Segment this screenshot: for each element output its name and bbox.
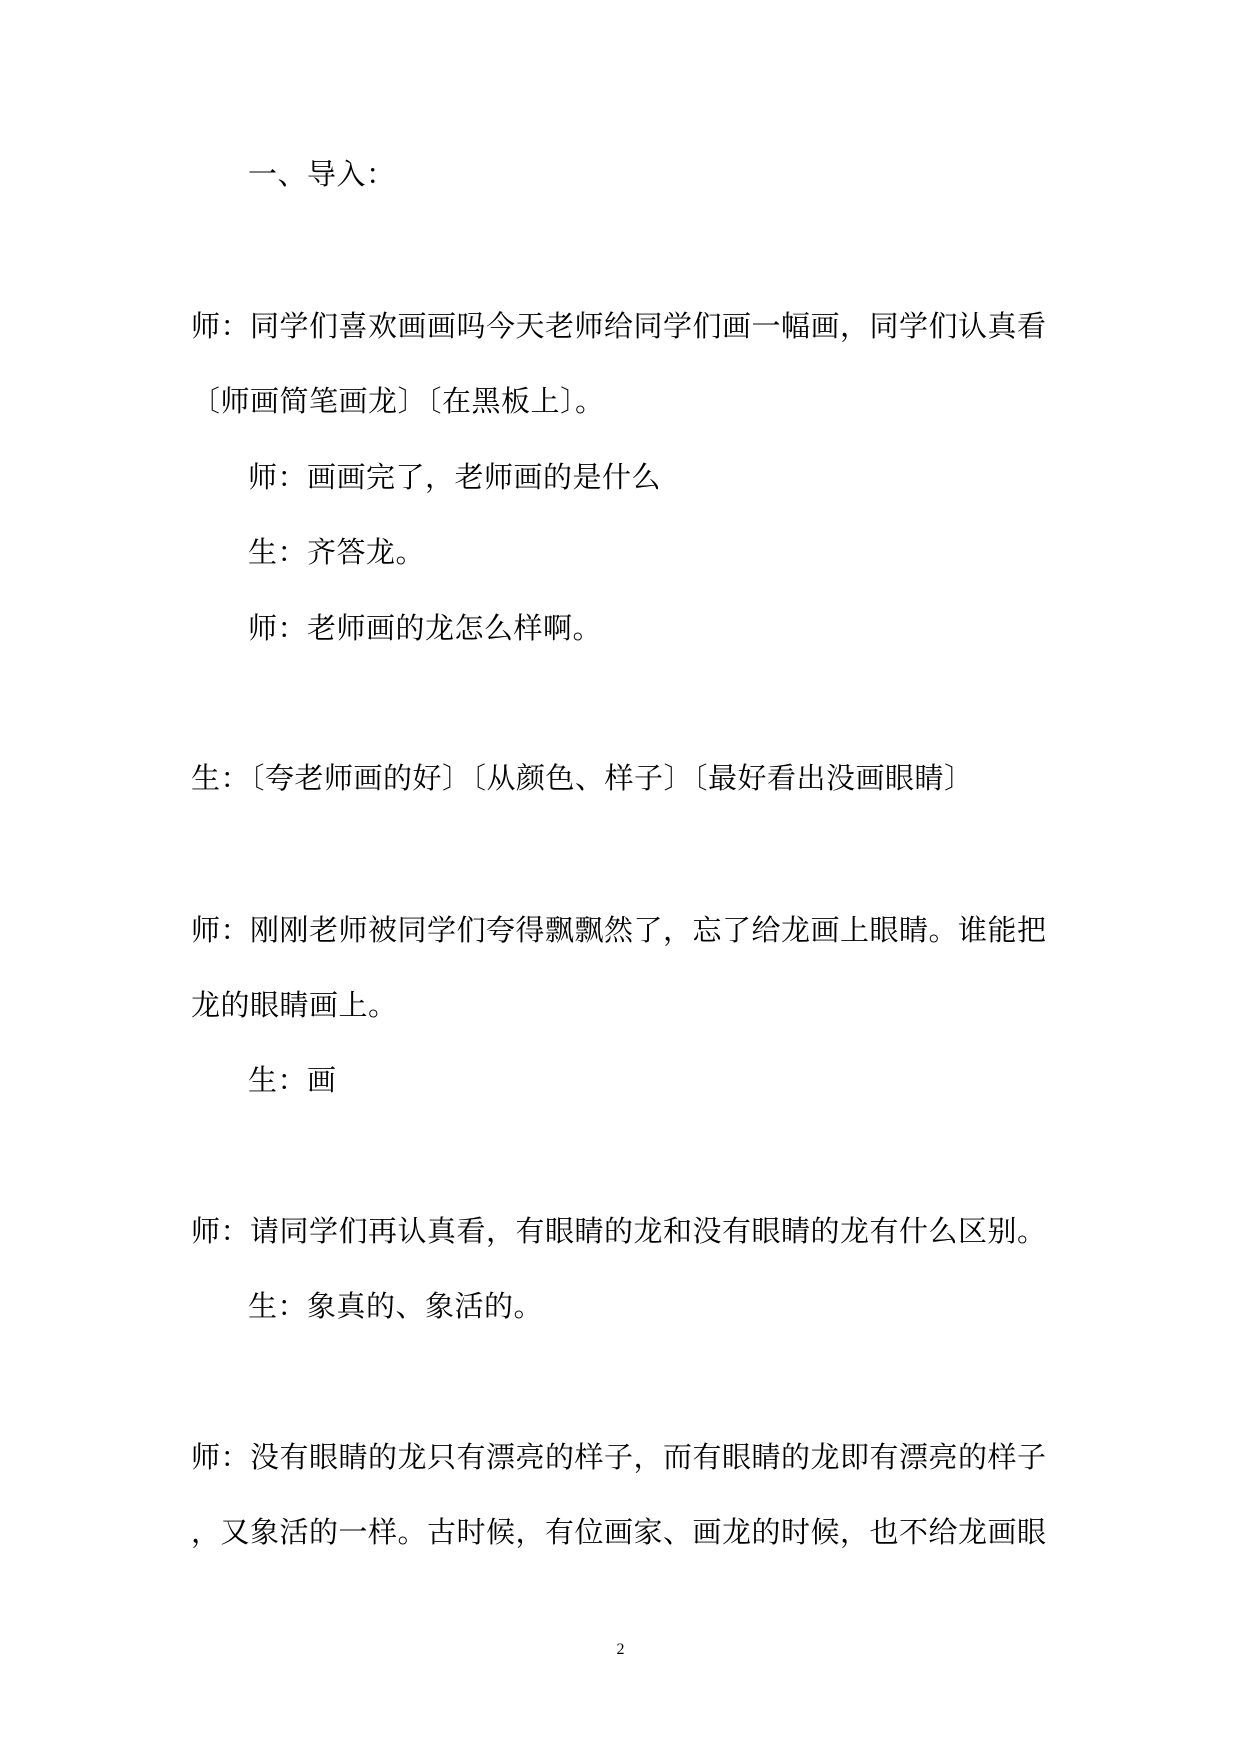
paragraph-line: 师：刚刚老师被同学们夸得飘飘然了，忘了给龙画上眼睛。谁能把 bbox=[191, 913, 1047, 947]
paragraph-line: 龙的眼睛画上。 bbox=[191, 988, 398, 1022]
dialogue-line: 师：画画完了，老师画的是什么 bbox=[248, 460, 662, 494]
dialogue-line: 生：画 bbox=[248, 1063, 337, 1097]
paragraph-line: 师：没有眼睛的龙只有漂亮的样子，而有眼睛的龙即有漂亮的样子 bbox=[191, 1440, 1047, 1474]
dialogue-line: 生：齐答龙。 bbox=[248, 535, 426, 569]
dialogue-line: 师：老师画的龙怎么样啊。 bbox=[248, 611, 603, 645]
dialogue-line: 生：〔夸老师画的好〕〔从颜色、样子〕〔最好看出没画眼睛〕 bbox=[191, 761, 974, 795]
paragraph-line: 师：同学们喜欢画画吗今天老师给同学们画一幅画，同学们认真看 bbox=[191, 309, 1047, 343]
paragraph-line: ，又象活的一样。古时候，有位画家、画龙的时候，也不给龙画眼 bbox=[191, 1515, 1047, 1549]
paragraph-line: 〔师画简笔画龙〕〔在黑板上〕。 bbox=[191, 384, 605, 418]
dialogue-line: 生：象真的、象活的。 bbox=[248, 1289, 544, 1323]
section-heading-intro: 一、导入： bbox=[248, 157, 396, 191]
page-number: 2 bbox=[616, 1641, 625, 1658]
dialogue-line: 师：请同学们再认真看，有眼睛的龙和没有眼睛的龙有什么区别。 bbox=[191, 1214, 1047, 1248]
